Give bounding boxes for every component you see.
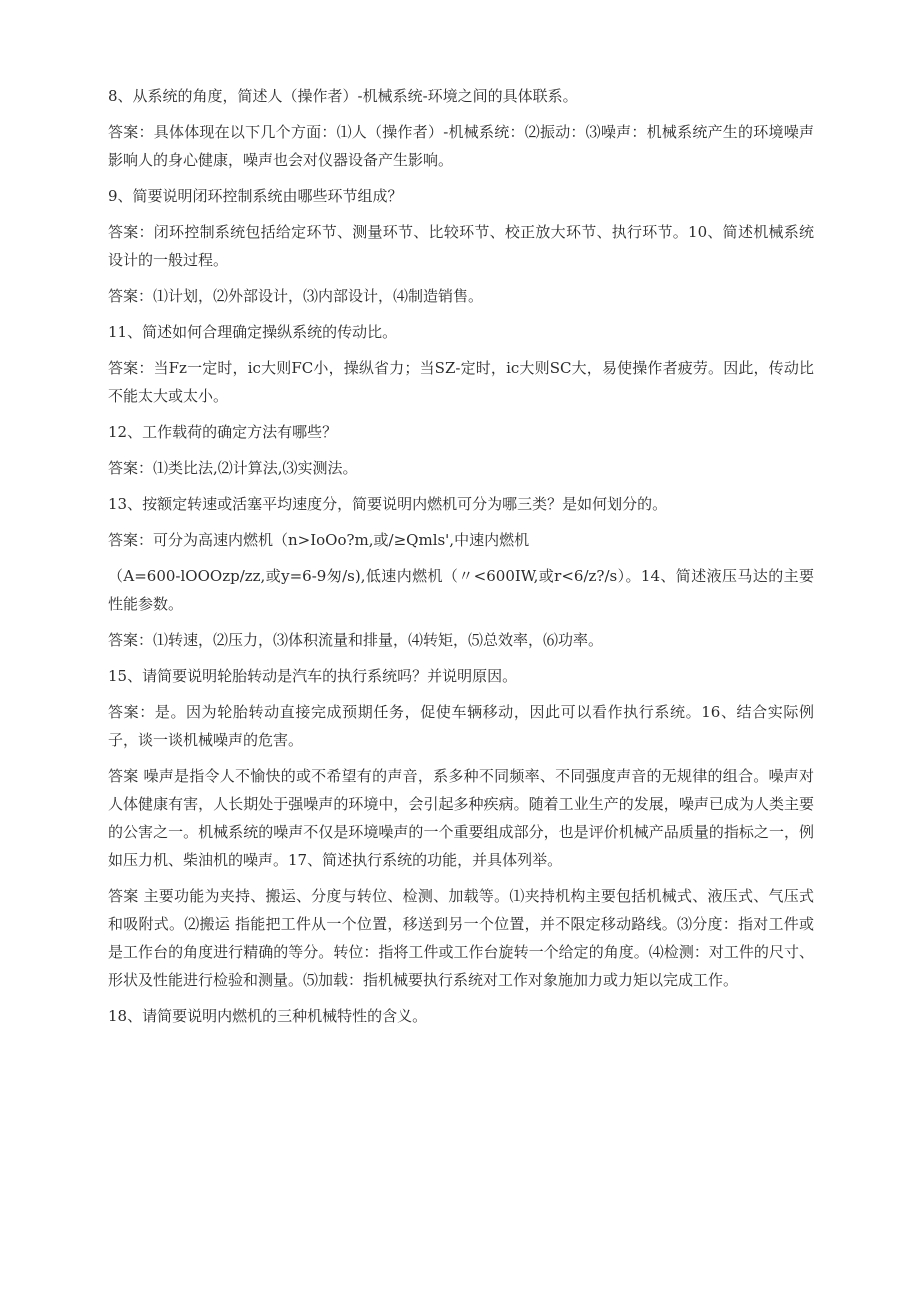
answer-9: 答案：闭环控制系统包括给定环节、测量环节、比较环节、校正放大环节、执行环节。10、简述机械系统设计的一般过程。: [108, 223, 814, 269]
answer-12: 答案：⑴类比法,⑵计算法,⑶实测法。: [108, 459, 358, 477]
answer-14: 答案：⑴转速，⑵压力，⑶体积流量和排量，⑷转矩，⑸总效率，⑹功率。: [108, 631, 604, 649]
question-12: 12、工作载荷的确定方法有哪些？: [108, 423, 338, 441]
answer-8: 答案：具体体现在以下几个方面：⑴人（操作者）-机械系统：⑵振动：⑶噪声：机械系统产生的环境噪声影响人的身心健康，噪声也会对仪器设备产生影响。: [108, 123, 814, 169]
answer-17: 答案 主要功能为夹持、搬运、分度与转位、检测、加载等。⑴夹持机构主要包括机械式、液压式、气压式和吸附式。⑵搬运 指能把工件从一个位置，移送到另一个位置，并不限定移动路线。⑶分度：指对工件或是工作台的角度进行精确的等分。转位：指将工件或工作台旋转一个给定的角度。⑷检测：对工件的尺寸、形状及性能进行检验和测量。⑸加载：指机械要执行系统对工作对象施加力或力矩以完成工作。: [108, 887, 814, 989]
answer-11: 答案：当Fz一定时，ic大则FC小，操纵省力；当SZ-定时，ic大则SC大，易使操作者疲劳。因此，传动比不能太大或太小。: [108, 359, 814, 405]
answer-16: 答案 噪声是指令人不愉快的或不希望有的声音，系多种不同频率、不同强度声音的无规律的组合。噪声对人体健康有害，人长期处于强噪声的环境中，会引起多种疾病。随着工业生产的发展，噪声已成为人类主要的公害之一。机械系统的噪声不仅是环境噪声的一个重要组成部分，也是评价机械产品质量的指标之一，例如压力机、柴油机的噪声。17、简述执行系统的功能，并具体列举。: [108, 767, 814, 869]
answer-13-part-2: （A=600-lOOOzp/zz,或y=6-9匆/s),低速内燃机（〃<600IW,或r<6/z?/s）。14、简述液压马达的主要性能参数。: [108, 567, 814, 613]
answer-15: 答案：是。因为轮胎转动直接完成预期任务，促使车辆移动，因此可以看作执行系统。16、结合实际例子，谈一谈机械噪声的危害。: [108, 703, 814, 749]
question-13: 13、按额定转速或活塞平均速度分，简要说明内燃机可分为哪三类？是如何划分的。: [108, 495, 668, 513]
question-11: 11、简述如何合理确定操纵系统的传动比。: [108, 323, 398, 341]
question-18: 18、请简要说明内燃机的三种机械特性的含义。: [108, 1007, 428, 1025]
question-15: 15、请简要说明轮胎转动是汽车的执行系统吗？并说明原因。: [108, 667, 518, 685]
answer-13-part-1: 答案：可分为高速内燃机（n>IoOo?m,或/≥Qmls',中速内燃机: [108, 531, 530, 549]
answer-10: 答案：⑴计划，⑵外部设计，⑶内部设计，⑷制造销售。: [108, 287, 484, 305]
question-8: 8、从系统的角度，简述人（操作者）-机械系统-环境之间的具体联系。: [108, 87, 578, 105]
document-page: [108, 82, 814, 1038]
question-9: 9、简要说明闭环控制系统由哪些环节组成？: [108, 187, 403, 205]
